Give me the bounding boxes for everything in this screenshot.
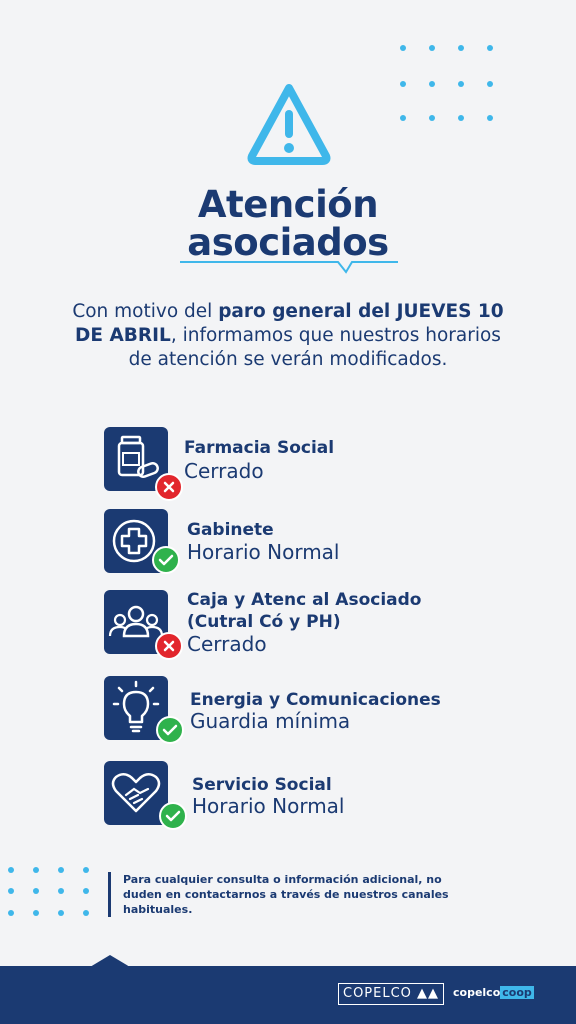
contact-note: Para cualquier consulta o información adicional, no duden en contactarnos a través de nuestros canales habituales. bbox=[108, 872, 463, 917]
copelco-coop-link[interactable]: copelco coop bbox=[453, 986, 532, 999]
open-badge-icon bbox=[159, 802, 187, 830]
open-badge-icon bbox=[156, 716, 184, 744]
closed-badge-icon bbox=[155, 632, 183, 660]
service-name-detail: (Cutral Có y PH) bbox=[187, 612, 341, 632]
service-name: Gabinete bbox=[187, 520, 274, 540]
service-name: Farmacia Social bbox=[184, 438, 335, 458]
service-status: Horario Normal bbox=[187, 540, 340, 564]
service-status: Guardia mínima bbox=[190, 709, 351, 733]
service-name: Energia y Comunicaciones bbox=[190, 690, 441, 710]
warning-icon bbox=[246, 82, 332, 166]
service-name: Servicio Social bbox=[192, 775, 332, 795]
open-badge-icon bbox=[152, 546, 180, 574]
service-status: Cerrado bbox=[187, 632, 267, 656]
closed-badge-icon bbox=[155, 473, 183, 501]
title-underline bbox=[178, 258, 400, 278]
service-status: Horario Normal bbox=[192, 794, 345, 818]
page-title-line1: Atención bbox=[197, 183, 379, 226]
copelco-logo: COPELCO ▲▲ bbox=[338, 983, 444, 1005]
page-title-line2: asociados bbox=[187, 221, 389, 264]
service-status: Cerrado bbox=[184, 459, 264, 483]
intro-text: Con motivo del paro general del JUEVES 10 DE ABRIL, informamos que nuestros horarios de atención se verán modificados. bbox=[72, 301, 504, 370]
service-name: Caja y Atenc al Asociado bbox=[187, 590, 422, 610]
